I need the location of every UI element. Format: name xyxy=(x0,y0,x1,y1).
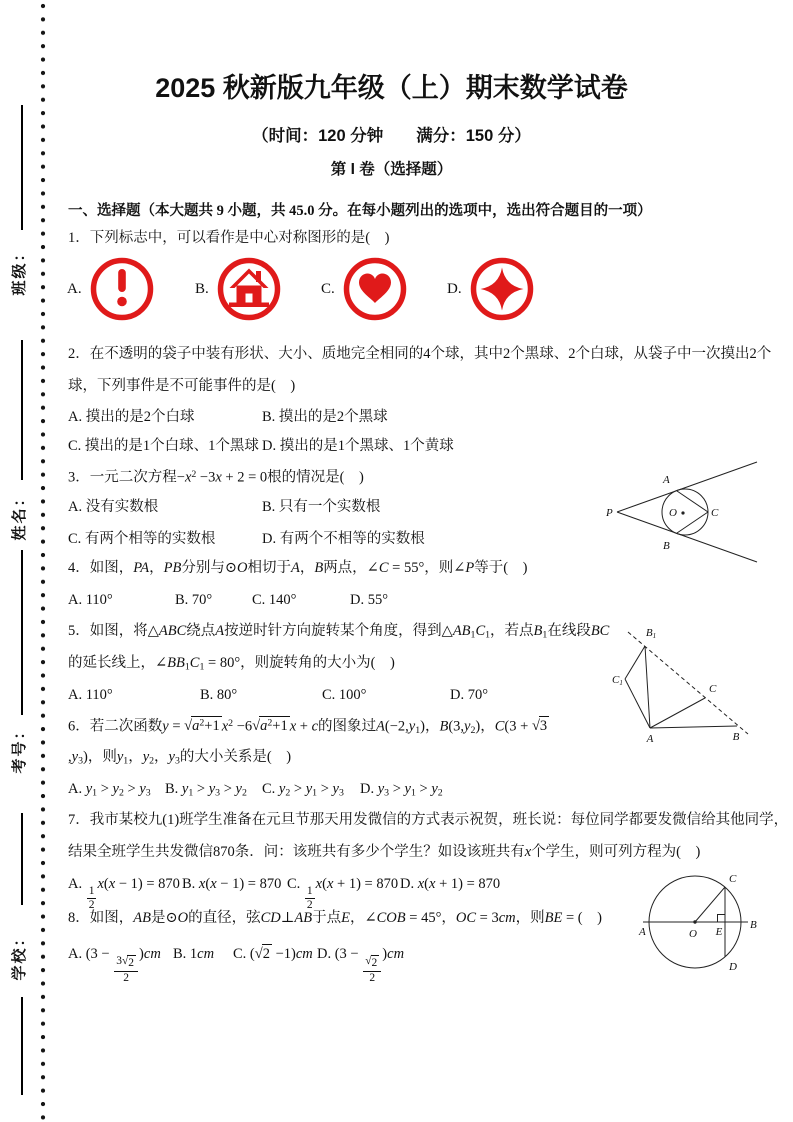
question-1-text: 1．下列标志中，可以看作是中心对称图形的是( ) xyxy=(68,230,390,246)
q1-option-b-label: B. xyxy=(195,280,209,297)
diamond-star-circle-icon xyxy=(469,256,535,322)
fig8-label-a: A xyxy=(639,926,646,938)
class-field-label: 班级： xyxy=(11,244,28,296)
q4-option-b: B. 70° xyxy=(175,592,213,608)
question-7-line1: 7．我市某校九(1)班学生准备在元旦节那天用发微信的方式表示祝贺，班长说：每位同学都要发微信给其他同学， xyxy=(68,812,789,828)
figure-circle-tangents xyxy=(605,452,760,572)
q1-option-c-label: C. xyxy=(321,280,335,297)
q7-option-a: A. $\frac{1}{2}$ x(x − 1) = 870 xyxy=(68,876,180,911)
q7-option-c: C. $\frac{1}{2}$ x(x + 1) = 870 xyxy=(287,876,399,911)
fig8-label-d: D xyxy=(729,961,737,973)
seal-blank-line xyxy=(21,105,23,230)
question-2-line2: 球，下列事件是不可能事件的是( ) xyxy=(68,378,296,394)
question-8-text: 8．如图，AB是⊙O的直径，弦CD⊥AB于点E，∠COB = 45°，OC = 3cm，则BE = ( ) xyxy=(68,910,602,926)
q4-option-c: C. 140° xyxy=(252,592,297,608)
q5-option-b: B. 80° xyxy=(200,687,238,703)
fig5-label-b: B xyxy=(732,731,740,743)
fig8-label-e: E xyxy=(715,926,723,938)
q5-option-c: C. 100° xyxy=(322,687,367,703)
time-score-line: （时间：120 分钟 满分：150 分） xyxy=(252,127,531,145)
fig8-label-o: O xyxy=(689,928,697,940)
q5-option-d: D. 70° xyxy=(450,687,489,703)
fig5-label-c1: C1 xyxy=(612,674,623,687)
q1-option-d-label: D. xyxy=(447,280,462,297)
fig5-label-a: A xyxy=(646,733,654,745)
fig4-label-b: B xyxy=(663,540,670,552)
seal-blank-line xyxy=(21,997,23,1095)
q8-option-a: A. (3 − 3 √ 2 2 )cm xyxy=(68,946,161,984)
question-6-line2: $,y_3$)，则$y_1$，$y_2$，$y_3$的大小关系是( ) xyxy=(68,749,292,767)
q3-option-a: A. 没有实数根 xyxy=(68,499,159,515)
question-2-line1: 2．在不透明的袋子中装有形状、大小、质地完全相同的4个球，其中2个黑球、2个白球，从袋子中一次摸出2个 xyxy=(68,346,772,362)
q4-option-a: A. 110° xyxy=(68,592,113,608)
q1-option-b xyxy=(195,255,282,323)
section-one-header: 一、选择题（本大题共 9 小题，共 45.0 分。在每小题列出的选项中，选出符合题目的一项） xyxy=(68,203,652,219)
q8-option-c: C. ( √ 2 −1)cm xyxy=(233,946,313,962)
q6-option-b: B. $y_1 > y_3 > y_2$ xyxy=(165,781,247,799)
name-field-label: 姓名： xyxy=(11,489,28,541)
q1-option-d xyxy=(447,255,535,323)
question-4-text: 4．如图，PA，PB分别与⊙O相切于A，B两点，∠C = 55°，则∠P等于( ) xyxy=(68,560,528,576)
q3-option-b: B. 只有一个实数根 xyxy=(262,499,381,515)
q8-option-d: D. (3 − √ 2 2 )cm xyxy=(317,946,405,984)
fig8-label-b: B xyxy=(750,919,757,931)
q2-option-c: C. 摸出的是1个白球、1个黑球 xyxy=(68,438,259,454)
seal-blank-line xyxy=(21,550,23,715)
house-circle-icon xyxy=(216,256,282,322)
fig8-label-c: C xyxy=(729,873,737,885)
fig4-label-a: A xyxy=(663,474,670,486)
q7-option-b: B. x(x − 1) = 870 xyxy=(182,876,282,892)
question-7-line2: 结果全班学生共发微信870条．问：该班共有多少个学生？如设该班共有x个学生，则可列方程为( ) xyxy=(68,844,701,860)
school-field-label: 学校： xyxy=(11,929,28,981)
fig4-label-c: C xyxy=(711,507,719,519)
fig5-label-c: C xyxy=(709,683,717,695)
heart-circle-icon xyxy=(342,256,408,322)
q6-option-d: D. $y_3 > y_1 > y_2$ xyxy=(360,781,443,799)
q2-option-a: A. 摸出的是2个白球 xyxy=(68,409,195,425)
exam-number-field-label: 考号： xyxy=(11,722,28,774)
q6-option-a: A. $y_1 > y_2 > y_3$ xyxy=(68,781,151,799)
question-5-line1: 5．如图，将△ABC绕点A按逆时针方向旋转某个角度，得到$\triangle AB_1C_1$，若点$B_1$在线段BC xyxy=(68,623,610,641)
question-5-line2: 的延长线上，$\angle BB_1C_1 = 80^\circ$，则旋转角的大小为( ) xyxy=(68,655,395,673)
fig4-label-o: O xyxy=(669,507,677,519)
q1-option-c xyxy=(321,255,408,323)
seal-blank-line xyxy=(21,340,23,480)
q8-option-b: B. 1cm xyxy=(173,946,215,962)
figure-rotated-triangle xyxy=(610,622,762,755)
q2-option-d: D. 摸出的是1个黑球、1个黄球 xyxy=(262,438,454,454)
exam-title: 2025 秋新版九年级（上）期末数学试卷 xyxy=(155,73,628,103)
q2-option-b: B. 摸出的是2个黑球 xyxy=(262,409,388,425)
seal-blank-line xyxy=(21,813,23,905)
volume-1-heading: 第 I 卷（选择题） xyxy=(330,161,453,178)
q7-option-d: D. x(x + 1) = 870 xyxy=(400,876,501,892)
perforation-dotted-line xyxy=(39,0,47,1122)
q6-option-c: C. $y_2 > y_1 > y_3$ xyxy=(262,781,344,799)
q1-option-a-label: A. xyxy=(67,280,82,297)
fig5-label-b1: B1 xyxy=(645,627,657,640)
q1-option-a xyxy=(67,255,155,323)
figure-circle-chord xyxy=(638,858,790,995)
q3-option-c: C. 有两个相等的实数根 xyxy=(68,531,216,547)
q5-option-a: A. 110° xyxy=(68,687,113,703)
exclamation-circle-icon xyxy=(89,256,155,322)
q4-option-d: D. 55° xyxy=(350,592,389,608)
question-3-text: 3．一元二次方程$-x^2 -3x + 2 = 0$根的情况是( ) xyxy=(68,469,364,486)
fig4-label-p: P xyxy=(606,507,613,519)
question-6-line1: 6．若二次函数y = √ $a^2+1$ $x^2 -6$ √ $a^2+1$ x + c的图象过$A(-2,y_1)$，$B(3,y_2)$，C(3 + √ 3 xyxy=(68,718,548,736)
q3-option-d: D. 有两个不相等的实数根 xyxy=(262,531,425,547)
